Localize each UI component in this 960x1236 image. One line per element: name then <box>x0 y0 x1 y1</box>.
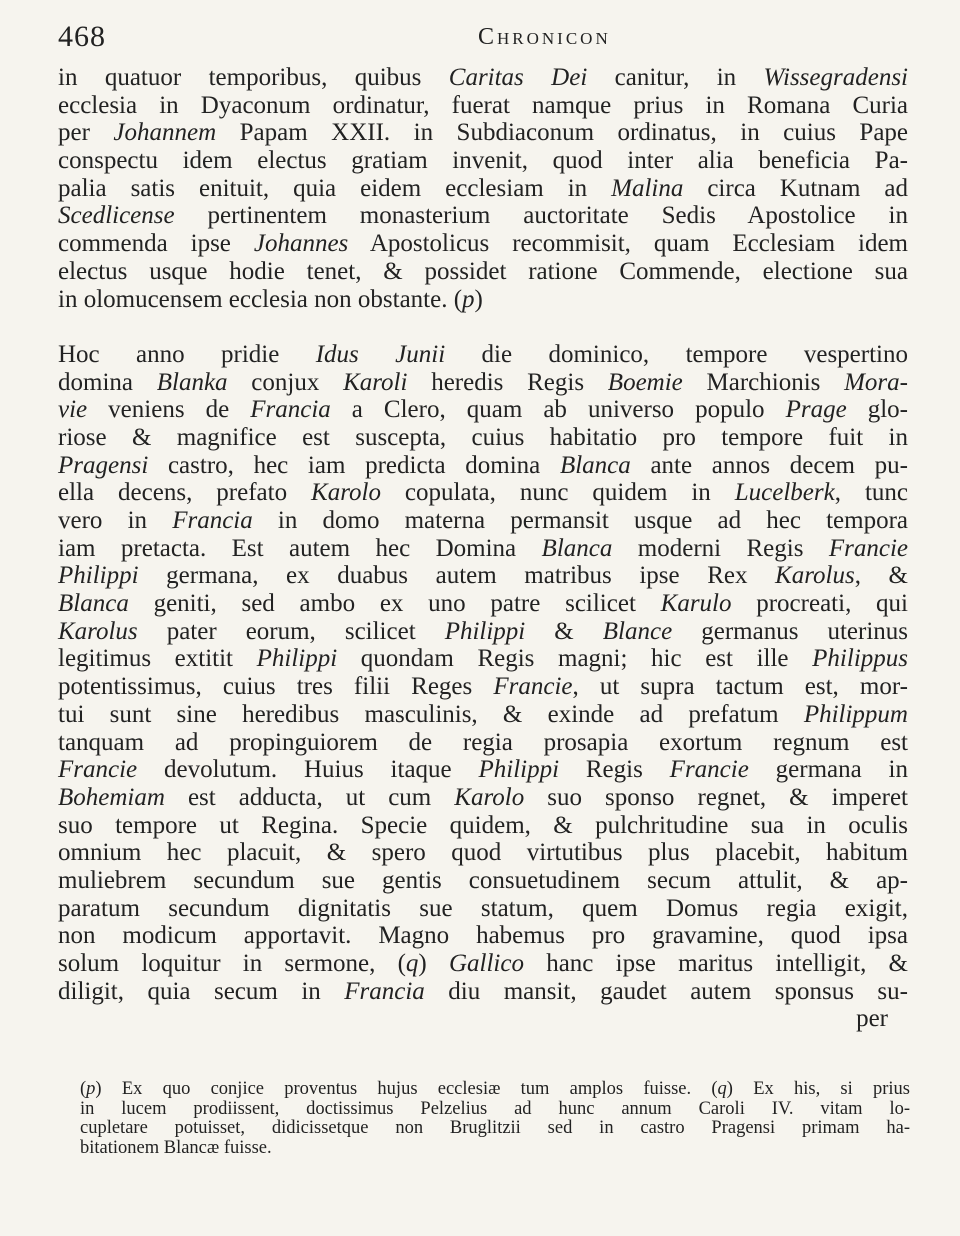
catchword: per <box>856 1005 888 1033</box>
text-line: vie veniens de Francia a Clero, quam ab universo populo Prage glo- <box>58 396 908 424</box>
text-line: Bohemiam est adducta, ut cum Karolo suo sponso regnet, & imperet <box>58 783 909 811</box>
text-line: vero in Francia in domo materna permansit usque ad hec tempora <box>58 507 908 534</box>
footnote-line: (p) Ex quo conjice proventus hujus ecclesiæ tum amplos fuisse. (q) Ex his, si prius <box>80 1079 911 1099</box>
text-line: riose & magnifice est suscepta, cuius habitatio pro tempore fuit in <box>58 423 908 451</box>
footnote-line: bitationem Blancæ fuisse. <box>80 1137 272 1158</box>
paragraph-gap <box>58 313 908 341</box>
page-header <box>58 14 908 64</box>
text-line: palia satis enituit, quia eidem ecclesiam in Malina circa Kutnam ad <box>58 174 908 202</box>
text-line: domina Blanka conjux Karoli heredis Regis Boemie Marchionis Mora- <box>58 368 908 396</box>
text-line: Pragensi castro, hec iam predicta domina Blanca ante annos decem pu- <box>58 451 908 479</box>
text-line: per Johannem Papam XXII. in Subdiaconum ordinatus, in cuius Pape <box>58 119 909 147</box>
text-line: conspectu idem electus gratiam invenit, quod inter alia beneficia Pa- <box>58 147 908 175</box>
footnote-line: in lucem prodiissent, doctissimus Pelzelius ad hunc annum Caroli IV. vitam lo- <box>80 1098 910 1119</box>
running-title: Chronicon <box>478 24 611 50</box>
text-line: Karolus pater eorum, scilicet Philippi & Blance germanus uterinus <box>58 617 909 645</box>
text-line: Blanca geniti, sed ambo ex uno patre scilicet Karulo procreati, qui <box>58 590 908 618</box>
text-line: paratum secundum dignitatis sue statum, quem Domus regia exigit, <box>58 894 908 922</box>
text-line: tanquam ad propinguiorem de regia prosapia exortum regnum est <box>58 728 908 756</box>
text-line: Philippi germana, ex duabus autem matribus ipse Rex Karolus, & <box>58 562 908 590</box>
text-line: Hoc anno pridie Idus Junii die dominico, tempore vespertino <box>58 340 908 368</box>
text-line: Scedlicense pertinentem monasterium auctoritate Sedis Apostolice in <box>58 202 908 230</box>
text-line: legitimus extitit Philippi quondam Regis magni; hic est ille Philippus <box>58 645 908 673</box>
text-line: potentissimus, cuius tres filii Reges Francie, ut supra tactum est, mor- <box>58 673 908 701</box>
text-line: non modicum apportavit. Magno habemus pro gravamine, quod ipsa <box>58 922 908 950</box>
text-line: solum loquitur in sermone, (q) Gallico hanc ipse maritus intelligit, & <box>58 950 908 977</box>
text-line: iam pretacta. Est autem hec Domina Blanca moderni Regis Francie <box>58 534 908 562</box>
text-line: Francie devolutum. Huius itaque Philippi Regis Francie germana in <box>58 756 908 784</box>
page-number: 468 <box>58 20 106 53</box>
text-line: omnium hec placuit, & spero quod virtutibus plus placebit, habitum <box>58 839 908 867</box>
footnote-line: cupletare potuisset, didicissetque non Bruglitzii sed in castro Pragensi primam ha- <box>80 1118 910 1138</box>
text-line: commenda ipse Johannes Apostolicus recommisit, quam Ecclesiam idem <box>58 230 909 258</box>
text-line: suo tempore ut Regina. Specie quidem, & pulchritudine sua in oculis <box>58 811 908 839</box>
main-text <box>58 64 908 1033</box>
text-line: electus usque hodie tenet, & possidet ratione Commende, electione sua <box>58 257 908 285</box>
text-line: tui sunt sine heredibus masculinis, & exinde ad prefatum Philippum <box>58 700 908 728</box>
text-line: ecclesia in Dyaconum ordinatur, fuerat namque prius in Romana Curia <box>58 91 908 119</box>
text-line: ella decens, prefato Karolo copulata, nunc quidem in Lucelberk, tunc <box>58 479 908 507</box>
text-line: in quatuor temporibus, quibus Caritas Dei canitur, in Wissegradensi <box>58 64 908 91</box>
text-line: muliebrem secundum sue gentis consuetudinem secum attulit, & ap- <box>58 866 908 894</box>
text-line: in olomucensem ecclesia non obstante. (p) <box>58 285 483 313</box>
footnotes <box>80 1080 910 1158</box>
text-line: diligit, quia secum in Francia diu mansit, gaudet autem sponsus su- <box>58 977 908 1005</box>
